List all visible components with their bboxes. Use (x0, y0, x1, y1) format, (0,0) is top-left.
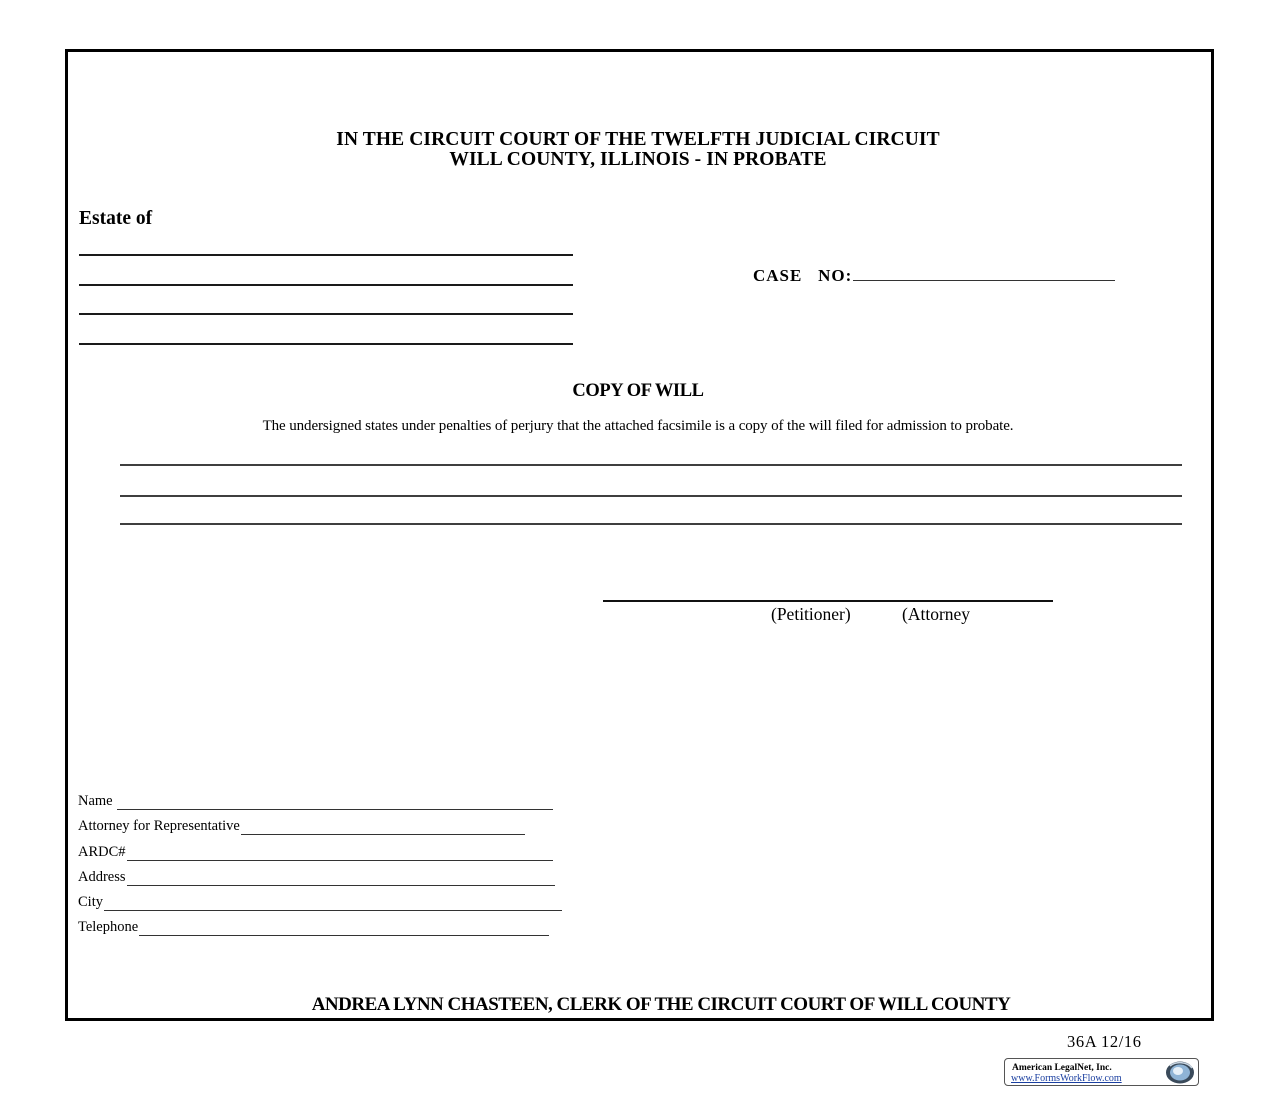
city-field[interactable] (104, 896, 562, 911)
name-field[interactable] (117, 795, 553, 810)
ardc-row (78, 843, 553, 861)
document-title: COPY OF WILL (572, 381, 704, 401)
telephone-label: Telephone (78, 919, 139, 935)
attorney-for-representative-row (78, 817, 525, 835)
city-label: City (78, 894, 103, 910)
attorney-label: (Attorney (902, 604, 971, 624)
city-row (78, 893, 562, 911)
ardc-field[interactable] (127, 846, 553, 861)
address-row (78, 868, 555, 886)
form-number: 36A 12/16 (1067, 1032, 1142, 1051)
court-header-line1: IN THE CIRCUIT COURT OF THE TWELFTH JUDICIAL CIRCUIT (336, 129, 940, 150)
estate-name-line-1[interactable] (79, 254, 573, 256)
perjury-statement: The undersigned states under penalties of perjury that the attached facsimile is a copy of the will filed for admission to probate. (262, 418, 1014, 434)
clerk-footer: ANDREA LYNN CHASTEEN, CLERK OF THE CIRCUIT COURT OF WILL COUNTY (311, 994, 1011, 1015)
american-legalnet-badge[interactable] (1004, 1058, 1199, 1086)
globe-logo-icon (1162, 1060, 1196, 1085)
petitioner-label: (Petitioner) (771, 604, 851, 624)
telephone-field[interactable] (139, 921, 549, 936)
statement-line-2[interactable] (120, 495, 1182, 497)
court-header-line2: WILL COUNTY, ILLINOIS - IN PROBATE (449, 149, 827, 170)
signature-line[interactable] (603, 600, 1053, 602)
case-number-label: CASE NO: (753, 266, 853, 285)
address-label: Address (78, 869, 126, 885)
ardc-label: ARDC# (78, 844, 126, 860)
badge-company: American LegalNet, Inc. (1012, 1063, 1112, 1073)
estate-name-line-3[interactable] (79, 313, 573, 315)
estate-name-line-4[interactable] (79, 343, 573, 345)
name-label: Name (78, 793, 113, 809)
estate-name-line-2[interactable] (79, 284, 573, 286)
case-number (753, 266, 1115, 286)
badge-url-link[interactable]: www.FormsWorkFlow.com (1011, 1073, 1122, 1084)
statement-line-3[interactable] (120, 523, 1182, 525)
name-field-row (78, 792, 553, 810)
estate-of-label: Estate of (79, 208, 153, 229)
statement-line-1[interactable] (120, 464, 1182, 466)
attorney-for-representative-field[interactable] (241, 820, 525, 835)
case-number-field[interactable] (853, 266, 1115, 281)
attorney-for-representative-label: Attorney for Representative (78, 818, 240, 834)
telephone-row (78, 918, 549, 936)
address-field[interactable] (127, 871, 555, 886)
